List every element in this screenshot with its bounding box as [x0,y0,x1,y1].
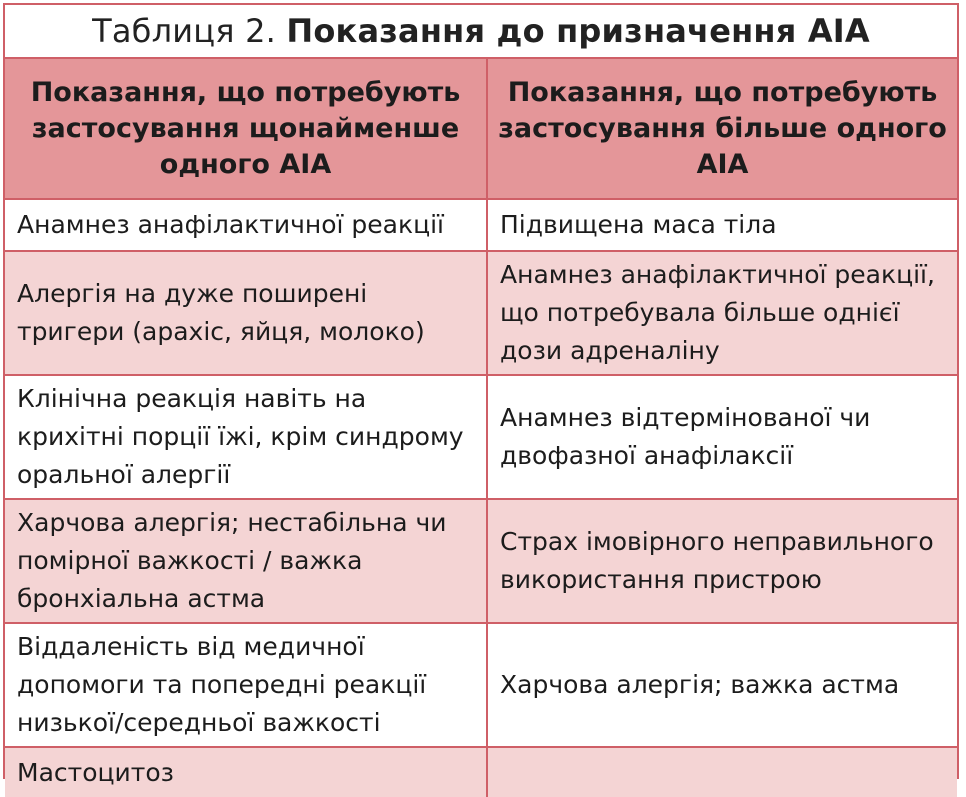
indications-table [5,59,957,797]
table-cell-empty [487,747,957,797]
table-cell: Клінічна реакція навіть на крихітні порції їжі, крім синдрому оральної алергії [5,375,487,499]
table-row [5,251,957,375]
table-cell: Алергія на дуже поширені тригери (арахіс, яйця, молоко) [5,251,487,375]
column-header-single-aai: Показання, що потребують застосування щонайменше одного АІА [5,59,487,199]
table-row [5,499,957,623]
table-caption: Показання до призначення АІА [286,12,870,50]
table-row [5,375,957,499]
table-cell: Мастоцитоз [5,747,487,797]
table-cell: Віддаленість від медичної допомоги та попередні реакції низької/середньої важкості [5,623,487,747]
table-number: Таблиця 2. [92,12,276,50]
table-cell: Анамнез анафілактичної реакції, що потребувала більше однієї дози адреналіну [487,251,957,375]
table-title [5,5,957,59]
table-cell: Анамнез анафілактичної реакції [5,199,487,251]
table-cell: Анамнез відтермінованої чи двофазної анафілаксії [487,375,957,499]
table-cell: Підвищена маса тіла [487,199,957,251]
table-row [5,623,957,747]
indications-table-figure [3,3,959,787]
table-header-row [5,59,957,199]
column-header-multiple-aai: Показання, що потребують застосування більше одного АІА [487,59,957,199]
table-cell: Харчова алергія; нестабільна чи помірної важкості / важка бронхіальна астма [5,499,487,623]
table-row [5,199,957,251]
table-cell: Харчова алергія; важка астма [487,623,957,747]
table-cell: Страх імовірного неправильного використання пристрою [487,499,957,623]
table-row [5,747,957,797]
